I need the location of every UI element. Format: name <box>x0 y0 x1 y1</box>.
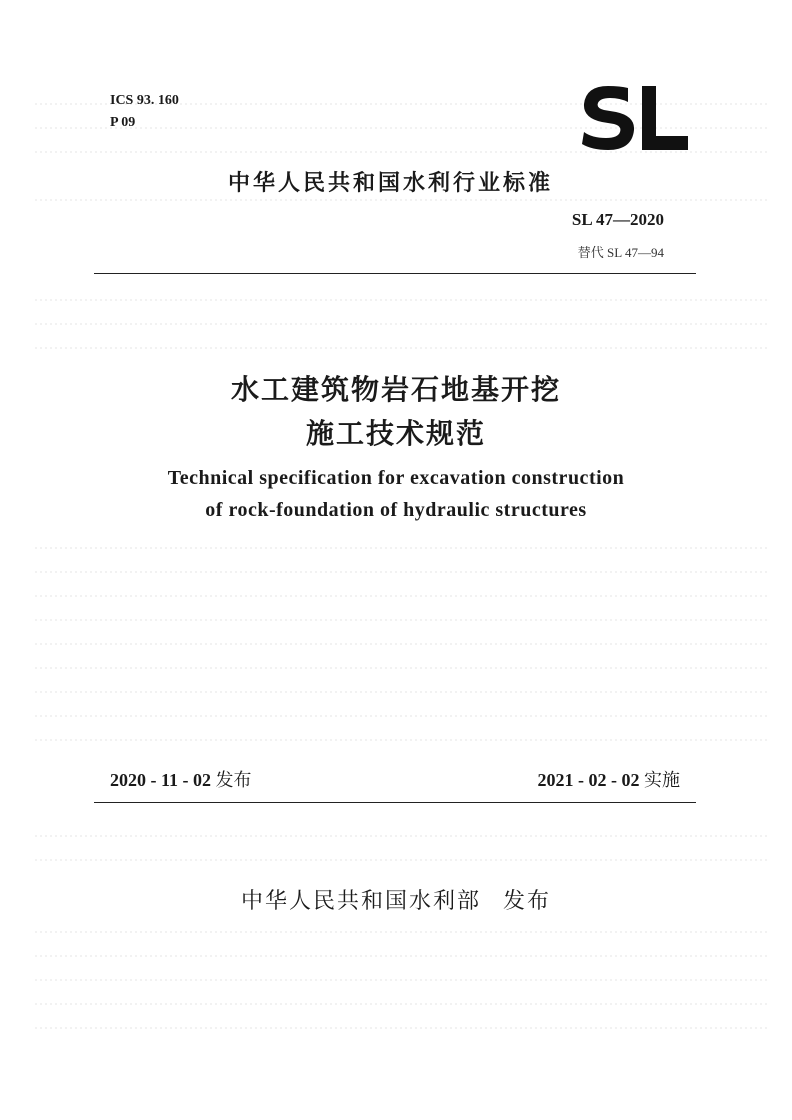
implement-label: 实施 <box>644 770 680 791</box>
title-cn-line2: 施工技术规范 <box>305 417 486 450</box>
ccs-code: P 09 <box>110 115 136 130</box>
title-en-line1: Technical specification for excavation construction <box>167 467 625 489</box>
standard-number: SL 47—2020 <box>571 210 664 229</box>
publisher-name: 中华人民共和国水利部 <box>240 889 481 914</box>
ics-code: ICS 93. 160 <box>110 93 179 108</box>
implement-date <box>538 766 681 792</box>
implement-date-value: 2021 - 02 - 02 <box>537 770 640 790</box>
classification-block <box>110 90 179 134</box>
sl-logo <box>580 86 690 150</box>
title-cn-line1: 水工建筑物岩石地基开挖 <box>230 373 561 406</box>
header-divider <box>94 273 696 274</box>
industry-standard-title: 中华人民共和国水利行业标准 <box>228 171 554 196</box>
issue-label: 发布 <box>215 770 252 791</box>
title-en-line2: of rock-foundation of hydraulic structures <box>205 499 587 521</box>
footer-divider <box>94 802 696 803</box>
publisher-line <box>0 884 792 915</box>
replaces-note: 替代 SL 47—94 <box>577 245 664 260</box>
publisher-action: 发布 <box>503 889 552 914</box>
issue-date <box>110 766 252 792</box>
issue-date-value: 2020 - 11 - 02 <box>110 770 211 790</box>
